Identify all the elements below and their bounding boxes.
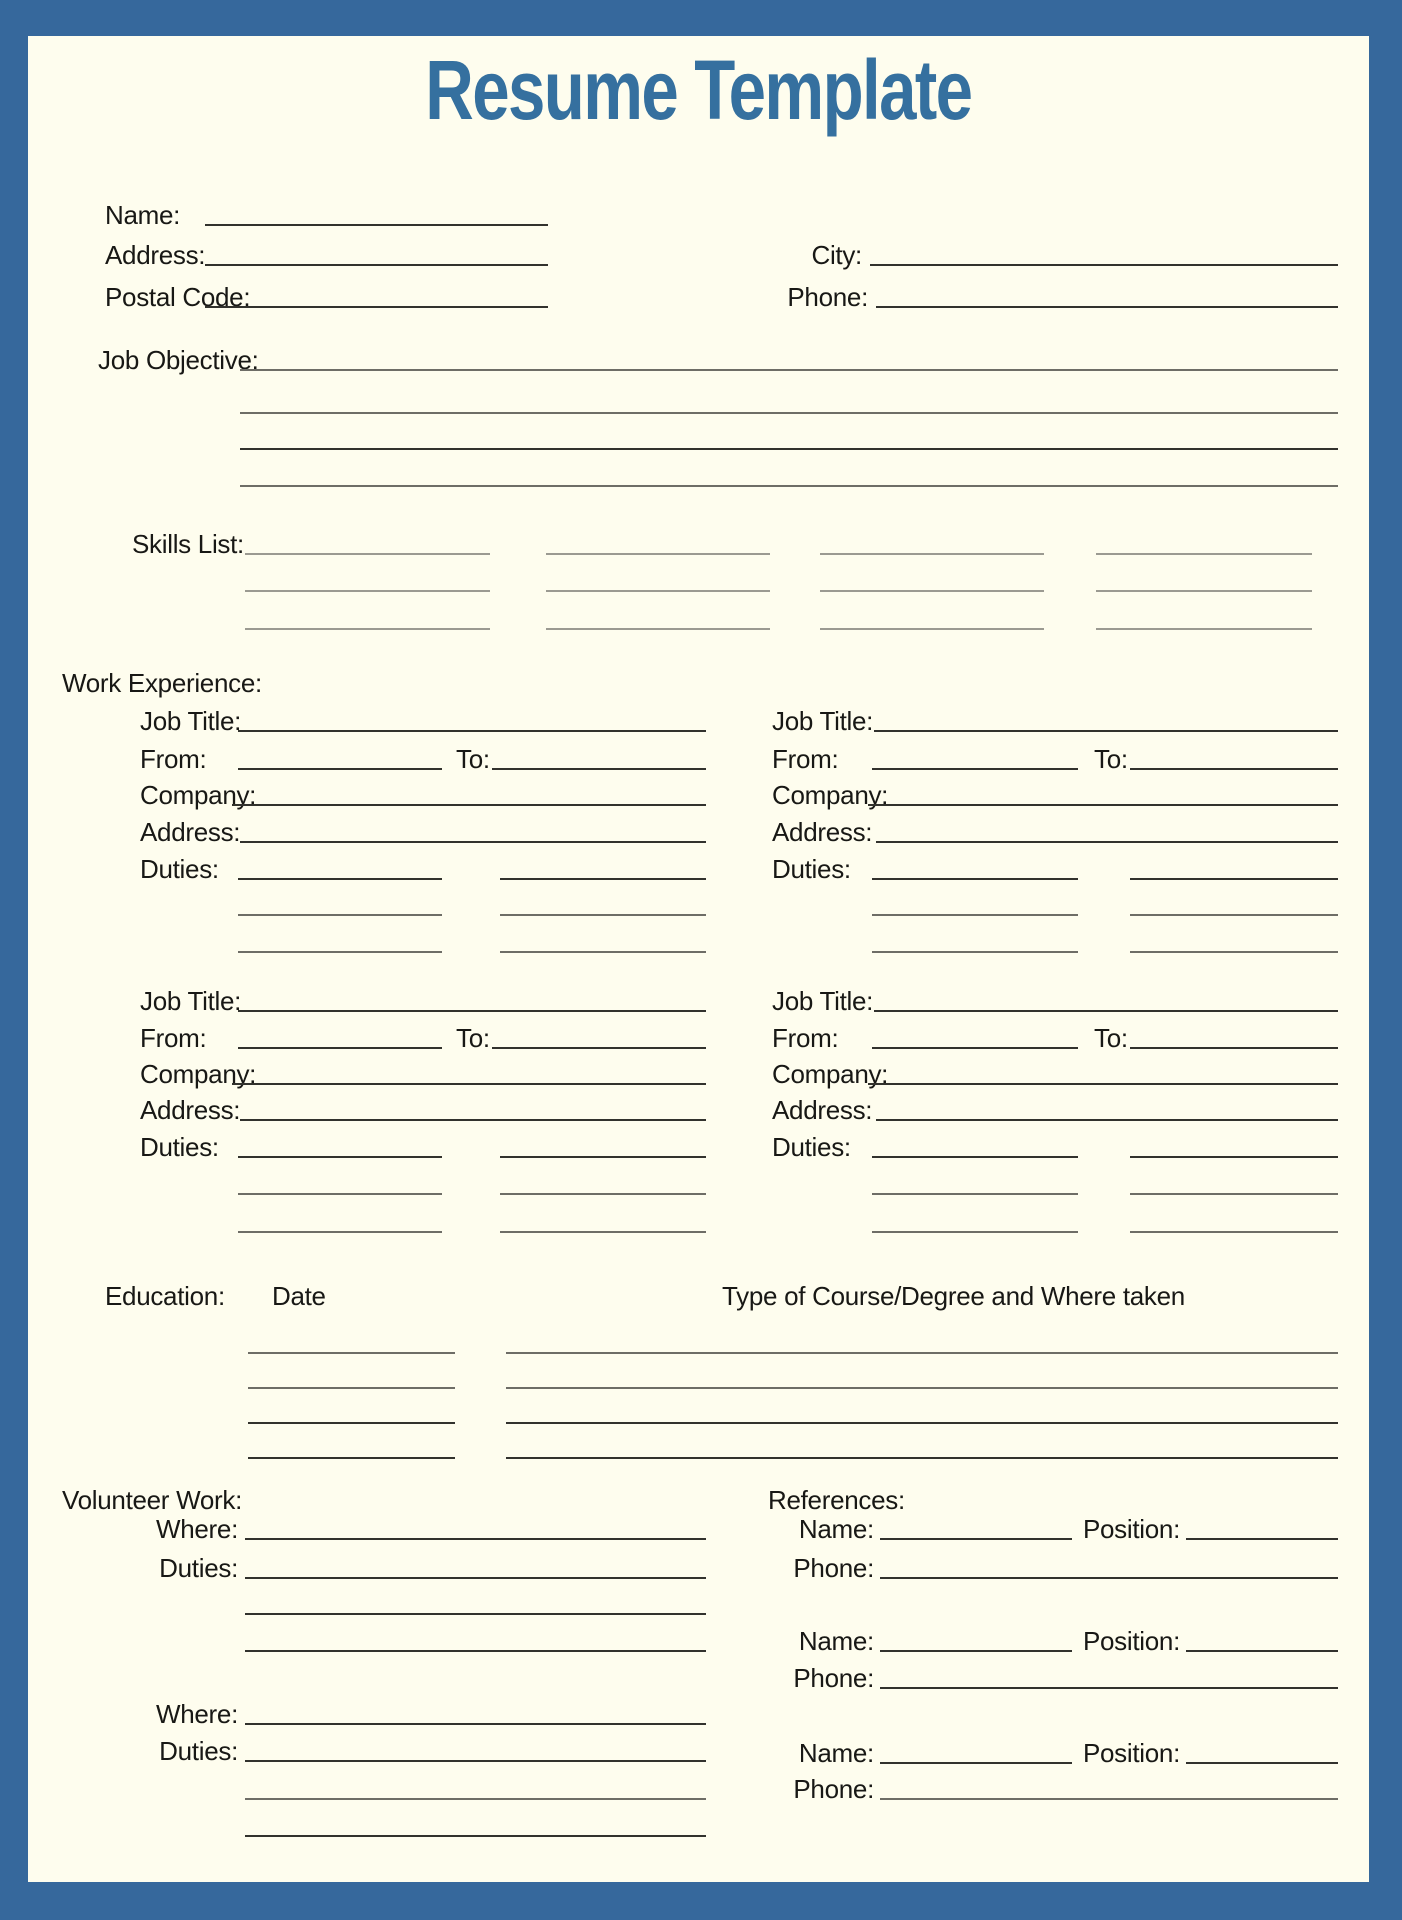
blank-line xyxy=(872,1231,1078,1233)
blank-line xyxy=(500,914,706,916)
blank-line xyxy=(500,1231,706,1233)
address-label: Address: xyxy=(772,817,873,847)
blank-line xyxy=(248,1457,455,1459)
to-label: To: xyxy=(1094,744,1128,774)
blank-line xyxy=(240,1119,706,1121)
address-label: Address: xyxy=(140,817,241,847)
blank-line xyxy=(880,1687,1338,1689)
from-label: From: xyxy=(772,1023,839,1053)
company-label: Company: xyxy=(772,780,889,810)
education-date-header: Date xyxy=(272,1281,326,1311)
duties-label: Duties: xyxy=(140,1132,219,1162)
blank-line xyxy=(500,1193,706,1195)
reference-position-label: Position: xyxy=(1082,1626,1180,1656)
blank-line xyxy=(245,1723,706,1725)
blank-line xyxy=(205,264,548,266)
blank-line xyxy=(238,1231,442,1233)
name-label: Name: xyxy=(105,200,181,230)
where-label: Where: xyxy=(155,1699,238,1729)
job-title-label: Job Title: xyxy=(772,706,874,736)
job-title-label: Job Title: xyxy=(140,706,242,736)
volunteer-work-label: Volunteer Work: xyxy=(62,1485,243,1515)
blank-line xyxy=(232,804,706,806)
blank-line xyxy=(240,448,1338,450)
blank-line xyxy=(1130,951,1338,953)
blank-line xyxy=(872,768,1078,770)
blank-line xyxy=(1186,1762,1338,1764)
from-label: From: xyxy=(140,744,207,774)
reference-name-label: Name: xyxy=(798,1514,874,1544)
job-title-label: Job Title: xyxy=(140,986,242,1016)
to-label: To: xyxy=(456,744,490,774)
blank-line xyxy=(1130,1193,1338,1195)
blank-line xyxy=(238,1193,442,1195)
skills-list-label: Skills List: xyxy=(132,529,244,559)
blank-line xyxy=(506,1352,1338,1354)
work-experience-label: Work Experience: xyxy=(62,668,262,698)
blank-line xyxy=(238,914,442,916)
duties-label: Duties: xyxy=(140,854,219,884)
blank-line xyxy=(238,1047,442,1049)
reference-position-label: Position: xyxy=(1082,1738,1180,1768)
blank-line xyxy=(876,1119,1338,1121)
duties-label: Duties: xyxy=(772,1132,851,1162)
blank-line xyxy=(872,878,1078,880)
blank-line xyxy=(872,1193,1078,1195)
reference-name-label: Name: xyxy=(798,1626,874,1656)
blank-line xyxy=(1186,1650,1338,1652)
blank-line xyxy=(248,1422,455,1424)
blank-line xyxy=(1130,1231,1338,1233)
education-label: Education: xyxy=(105,1281,225,1311)
phone-label: Phone: xyxy=(787,282,868,312)
blank-line xyxy=(240,369,1338,371)
reference-name-label: Name: xyxy=(798,1738,874,1768)
duties-label: Duties: xyxy=(772,854,851,884)
job-objective-label: Job Objective: xyxy=(98,345,259,375)
blank-line xyxy=(868,804,1338,806)
blank-line xyxy=(245,1835,706,1837)
address-label: Address: xyxy=(772,1095,873,1125)
blank-line xyxy=(232,1083,706,1085)
company-label: Company: xyxy=(140,1059,257,1089)
reference-phone-label: Phone: xyxy=(793,1663,874,1693)
blank-line xyxy=(500,1156,706,1158)
blank-line xyxy=(238,1156,442,1158)
blank-line xyxy=(506,1422,1338,1424)
blank-line xyxy=(880,1577,1338,1579)
to-label: To: xyxy=(456,1023,490,1053)
blank-line xyxy=(1096,590,1312,592)
where-label: Where: xyxy=(155,1514,238,1544)
blank-line xyxy=(240,841,706,843)
blank-line xyxy=(238,878,442,880)
blank-line xyxy=(546,590,770,592)
blank-line xyxy=(240,412,1338,414)
blank-line xyxy=(500,951,706,953)
reference-phone-label: Phone: xyxy=(793,1553,874,1583)
postal-code-label: Postal Code: xyxy=(105,282,251,312)
blank-line xyxy=(1130,878,1338,880)
blank-line xyxy=(872,1047,1078,1049)
blank-line xyxy=(876,841,1338,843)
blank-line xyxy=(245,628,490,630)
blank-line xyxy=(238,730,706,732)
blank-line xyxy=(205,306,548,308)
blank-line xyxy=(546,553,770,555)
blank-line xyxy=(245,590,490,592)
duties-label: Duties: xyxy=(159,1736,238,1766)
duties-label: Duties: xyxy=(159,1553,238,1583)
blank-line xyxy=(205,224,548,226)
blank-line xyxy=(870,264,1338,266)
blank-line xyxy=(546,628,770,630)
company-label: Company: xyxy=(772,1059,889,1089)
blank-line xyxy=(1130,768,1338,770)
blank-line xyxy=(872,951,1078,953)
reference-position-label: Position: xyxy=(1082,1514,1180,1544)
from-label: From: xyxy=(772,744,839,774)
blank-line xyxy=(238,1010,706,1012)
reference-phone-label: Phone: xyxy=(793,1774,874,1804)
blank-line xyxy=(492,768,706,770)
blank-line xyxy=(868,1083,1338,1085)
address-label: Address: xyxy=(140,1095,241,1125)
company-label: Company: xyxy=(140,780,257,810)
blank-line xyxy=(1186,1538,1338,1540)
blank-line xyxy=(245,1577,706,1579)
education-course-header: Type of Course/Degree and Where taken xyxy=(722,1281,1185,1311)
blank-line xyxy=(245,1538,706,1540)
blank-line xyxy=(820,590,1044,592)
blank-line xyxy=(240,485,1338,487)
blank-line xyxy=(874,1010,1338,1012)
blank-line xyxy=(1130,1047,1338,1049)
blank-line xyxy=(248,1352,455,1354)
blank-line xyxy=(245,1760,706,1762)
page-title-text: Resume Template xyxy=(425,43,972,137)
blank-line xyxy=(874,730,1338,732)
page-title xyxy=(28,42,1369,139)
job-title-label: Job Title: xyxy=(772,986,874,1016)
paper-sheet xyxy=(28,36,1369,1882)
blank-line xyxy=(1130,914,1338,916)
blank-line xyxy=(248,1387,455,1389)
to-label: To: xyxy=(1094,1023,1128,1053)
blank-line xyxy=(876,306,1338,308)
blank-line xyxy=(245,1650,706,1652)
blank-line xyxy=(820,628,1044,630)
blank-line xyxy=(1130,1156,1338,1158)
blank-line xyxy=(245,553,490,555)
blank-line xyxy=(245,1613,706,1615)
blank-line xyxy=(506,1387,1338,1389)
blank-line xyxy=(820,553,1044,555)
blank-line xyxy=(872,914,1078,916)
blank-line xyxy=(1096,628,1312,630)
blank-line xyxy=(238,768,442,770)
references-label: References: xyxy=(768,1485,905,1515)
blank-line xyxy=(245,1798,706,1800)
city-label: City: xyxy=(811,240,862,270)
from-label: From: xyxy=(140,1023,207,1053)
blank-line xyxy=(500,878,706,880)
blank-line xyxy=(880,1798,1338,1800)
blank-line xyxy=(872,1156,1078,1158)
blank-line xyxy=(492,1047,706,1049)
blank-line xyxy=(506,1457,1338,1459)
blank-line xyxy=(238,951,442,953)
address-label: Address: xyxy=(105,240,206,270)
blank-line xyxy=(1096,553,1312,555)
